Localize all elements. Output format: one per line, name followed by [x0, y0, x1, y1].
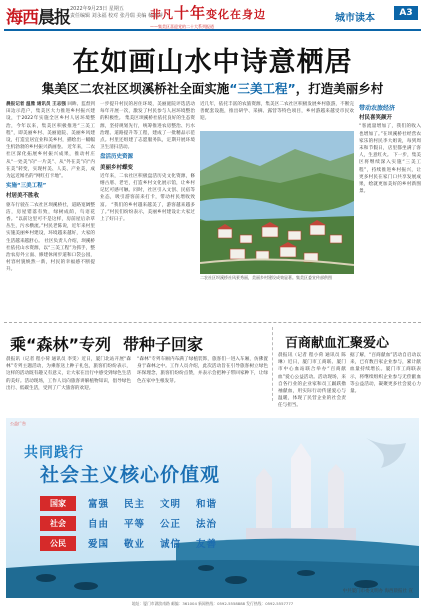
masthead [0, 0, 425, 30]
values-row-society [40, 515, 232, 531]
subheading-history: 盘活历史资源 [100, 154, 134, 161]
byline: 晨报记者 温雅 通讯员 王志强 [6, 102, 66, 107]
blood-donation-column-1: 晨报讯（记者 程小荷 通讯员 陈琳）近日，厦门市工商联、厦门市中心血站联合举办“百商献血”爱心公益活动。活动现场，来自各行业的企业家和员工踊跃撸袖献血，用实际行动传递爱心与温暖，体现了民营企业的社会责任与担当。 [278, 353, 346, 409]
subheading-transform: 美丽乡村蝶变 [100, 164, 134, 171]
forest-train-column-1: 晨报讯（记者 程小荷 通讯员 李雯）近日，厦门北站开展“森林”专列主题活动，为乘客送上种子礼包，旅客们纷纷表示，这样的活动既有趣又有意义，让大家在出行中感受到绿色生活的美好。活动现场，工作人员向旅客讲解植物知识，倡导绿色出行、低碳生活，受到了广大旅客的欢迎。 [6, 357, 131, 391]
series-subtitle: ——集美区喜迎党的二十大系列报道 [150, 24, 214, 29]
value-item: 敬业 [124, 539, 146, 550]
value-item: 法治 [196, 519, 218, 530]
main-subhead: 集美区二农社区坝溪桥社全面实施“三美工程”，打造美丽乡村 [41, 81, 384, 96]
value-item: 公正 [160, 519, 182, 530]
value-item: 自由 [88, 519, 110, 530]
poster-title-line2: 社会主义核心价值观 [40, 464, 221, 486]
newspaper-logo: 海西晨报 [6, 8, 70, 28]
value-item: 民主 [124, 499, 146, 510]
value-item: 诚信 [160, 539, 182, 550]
photo-caption: 二农社区坝溪桥社风景秀丽，美丽乡村建设成效显著。集美区委宣传部供图 [200, 275, 332, 280]
article-divider [4, 322, 421, 323]
dateline [70, 6, 163, 20]
village-aerial-photo [200, 131, 354, 274]
poster-title-line1: 共同践行 [24, 445, 84, 461]
blood-donation-column-2: 据了解，“百商献血”活动自启动以来，已有数百家企业参与，累计献血量持续增长。厦门市工商联表示，将继续组织企业参与无偿献血等公益活动，凝聚更多社会爱心力量。 [350, 353, 421, 395]
value-item: 友善 [196, 539, 218, 550]
subheading-three-beauty: 实施“三美工程” [6, 183, 47, 190]
article-column-4: 带动农旅经济 村民喜笑颜开 “客流量增加了，我们的收入也增加了。”在坝溪桥社经营农家乐的村民李大姐说，每到周末和节假日，店里都坐满了客人，生意红火。 下一步，集美区将继续深入实施“三美工程”，持续推进乡村振兴，让更多村民在家门口共享发展成果，绘就更加美好的乡村新图景。 [359, 105, 421, 195]
value-item: 富强 [88, 499, 110, 510]
article-column-1: 晨报记者 温雅 通讯员 王志强 回眸、监督到田边示范户，集美区大力推进乡村振兴建设，于2022年实施全区乡村人居环境整治，今年以来，集美区积极推进“三美工程”，即美丽乡村、美丽庭院、美丽乡风建设，打造宜居宜业和美乡村，描绘出一幅幅生机勃勃的乡村振兴新画卷。 近年来，二农社区深化拓展乡村振兴成果，推动村庄从“一处美”向“一片美”、从“外在美”向“内在美”转变，实现村美、人美、产业美，成为远近闻名的“网红打卡地”。 实施“三美工程” 村居美不胜收 驱车行驶在二农社区坝溪桥社，道路宽阔整洁，房屋错落有致，绿树成荫，鸟语花香。“以前这里可不是这样，房前屋后杂草丛生，污水横流。”村民老陈说，近年来村里实施美丽乡村建设，环境越来越好，大家的生活越来越舒心。 社区负责人介绍，坝溪桥社依托山水资源，以“三美工程”为抓手，整治农房外立面、修建休闲步道和口袋公园，村容村貌焕然一新，村民的幸福感不断提升。 [6, 102, 95, 273]
poster-credit: 中共厦门市委文明办 海西晨报社 宣 [342, 589, 413, 594]
poster-tag: 公益广告 [10, 421, 26, 426]
column-separator [272, 327, 273, 401]
subheading-agri-tourism: 带动农旅经济 [359, 105, 396, 112]
forest-train-headline: 乘“森林”专列 带种子回家 [10, 335, 204, 354]
values-row-citizen [40, 535, 232, 551]
blood-donation-headline: 百商献血汇聚爱心 [285, 336, 390, 351]
value-item: 爱国 [88, 539, 110, 550]
section-name: 城市读本 [335, 13, 375, 24]
village-photo-illustration [200, 131, 354, 274]
subheading-village-beauty: 村居美不胜收 [6, 193, 40, 200]
value-item: 和谐 [196, 499, 218, 510]
editor-credits: 责任编辑 刘永福 校对 张丹瑞 美编 杨雨萍 [70, 13, 163, 19]
article-column-3-top: 近几年，依托丰富的农旅资源，集美区二农社区积极发展乡村旅游，不断完善配套设施，推出研学、采摘、露营等特色项目，乡村游越来越受市民欢迎。 [200, 102, 354, 122]
issue-date: 2022年9月23日 星期五 [70, 6, 124, 12]
forest-train-column-2: “森林”专列车厢内布满了绿植装饰，旅客们一进入车厢，仿佛置身于森林之中。工作人员介绍，此次活动旨在引导旅客树立绿色环保理念，旅客们纷纷点赞，并表示会把种子带回家种下，让绿色在家中生根发芽。 [137, 357, 268, 384]
value-item: 平等 [124, 519, 146, 530]
main-headline: 在如画山水中诗意栖居 [72, 47, 353, 78]
values-row-label: 社会 [40, 516, 76, 531]
subheading-villagers-happy: 村民喜笑颜开 [359, 115, 393, 122]
article-column-2: 一步提升村民的居住环境，美丽庭院评选活动每年开展一次，激发了村民参与人居环境整治的积极性。 集美区坝溪桥社依托良好的生态资源，坚持规划先行，统筹推进农房整治、污水治理、道路提升等工程，建成了一批精品示范点。村里还组建了志愿服务队，定期开展环境卫生清扫活动。 盘活历史资源 美丽乡村蝶变 近年来，二农社区积极盘活历史文化资源，修缮古厝、老宅，打造乡村文化展示馆，让乡村记忆可感可触。同时，社区引入文创、民宿等业态，吸引游客前来打卡，带动村民增收致富。 “我们的乡村越来越美了，游客越来越多了。”村民们纷纷表示，美丽乡村建设让大家过上了好日子。 [100, 102, 195, 223]
core-values-poster [6, 418, 419, 598]
values-row-label: 公民 [40, 536, 76, 551]
values-row-label: 国家 [40, 496, 76, 511]
values-row-national [40, 495, 232, 511]
value-item: 文明 [160, 499, 182, 510]
masthead-rule [4, 29, 421, 31]
page-footer: 地址：厦门市湖滨南路 邮编：361004 新闻热线：0592-5558888 发行热线：0592-5557777 [131, 601, 294, 606]
page-number-badge: A3 [394, 6, 418, 20]
series-banner: 非凡十年变化在身边 ——集美区喜迎党的二十大系列报道 [150, 2, 280, 26]
